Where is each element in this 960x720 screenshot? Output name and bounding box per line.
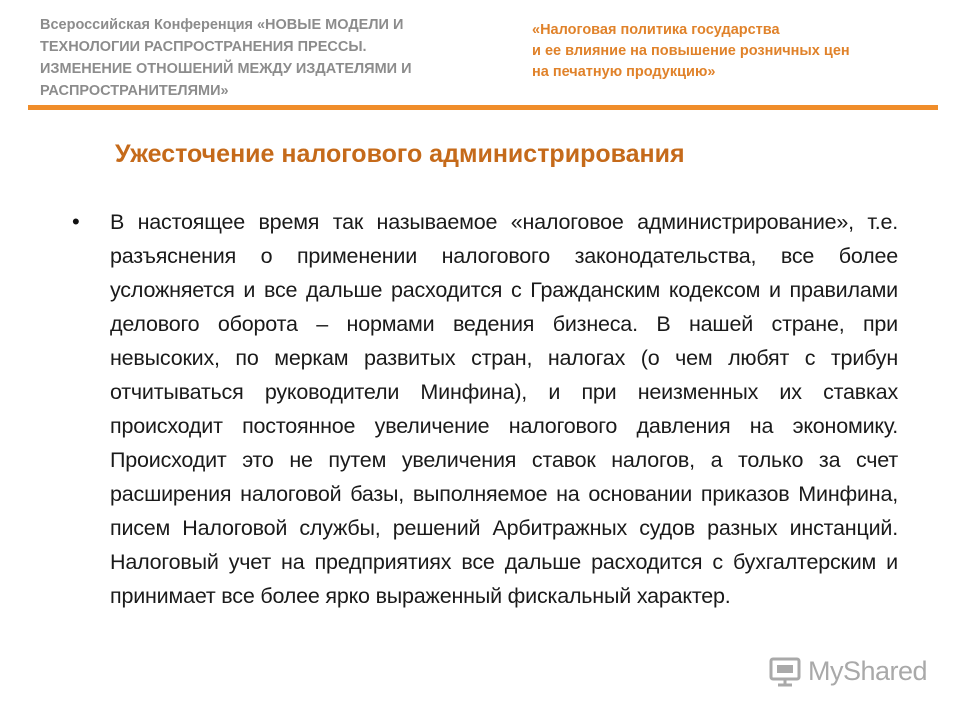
report-title <box>532 20 932 83</box>
watermark <box>768 654 927 688</box>
bullet-item <box>72 205 898 613</box>
presentation-icon <box>768 654 802 688</box>
bullet-text: В настоящее время так называемое «налоговое администрирование», т.е. разъяснения о применении налогового законодательства, все более усложняется и все дальше расходится с Гражданским кодексом и правилами делового оборота – нормами ведения бизнеса. В нашей стране, при невысоких, по меркам развитых стран, налогах (о чем любят с трибун отчитываться руководители Минфина), и при неизменных их ставках происходит постоянное увеличение налогового давления на экономику. Происходит это не путем увеличения ставок налогов, а только за счет расширения налоговой базы, выполняемое на основании приказов Минфина, писем Налоговой службы, решений Арбитражных судов разных инстанций. Налоговый учет на предприятиях все дальше расходится с бухгалтерским и принимает все более ярко выраженный фискальный характер. <box>110 210 898 608</box>
conference-title <box>40 14 470 102</box>
conference-title-line: ИЗМЕНЕНИЕ ОТНОШЕНИЙ МЕЖДУ ИЗДАТЕЛЯМИ И <box>40 61 412 77</box>
report-title-line: «Налоговая политика государства <box>532 22 780 38</box>
conference-title-line: Всероссийская Конференция «НОВЫЕ МОДЕЛИ И <box>40 17 404 33</box>
watermark-text: MyShared <box>808 655 928 686</box>
report-title-line: и ее влияние на повышение розничных цен <box>532 43 850 59</box>
conference-title-line: РАСПРОСТРАНИТЕЛЯМИ» <box>40 83 229 99</box>
header-divider <box>28 105 938 110</box>
bullet-marker: • <box>72 209 80 234</box>
conference-title-line: ТЕХНОЛОГИИ РАСПРОСТРАНЕНИЯ ПРЕССЫ. <box>40 39 367 55</box>
report-title-line: на печатную продукцию» <box>532 64 716 80</box>
slide-title: Ужесточение налогового администрирования <box>115 140 685 168</box>
slide-content <box>72 205 898 613</box>
